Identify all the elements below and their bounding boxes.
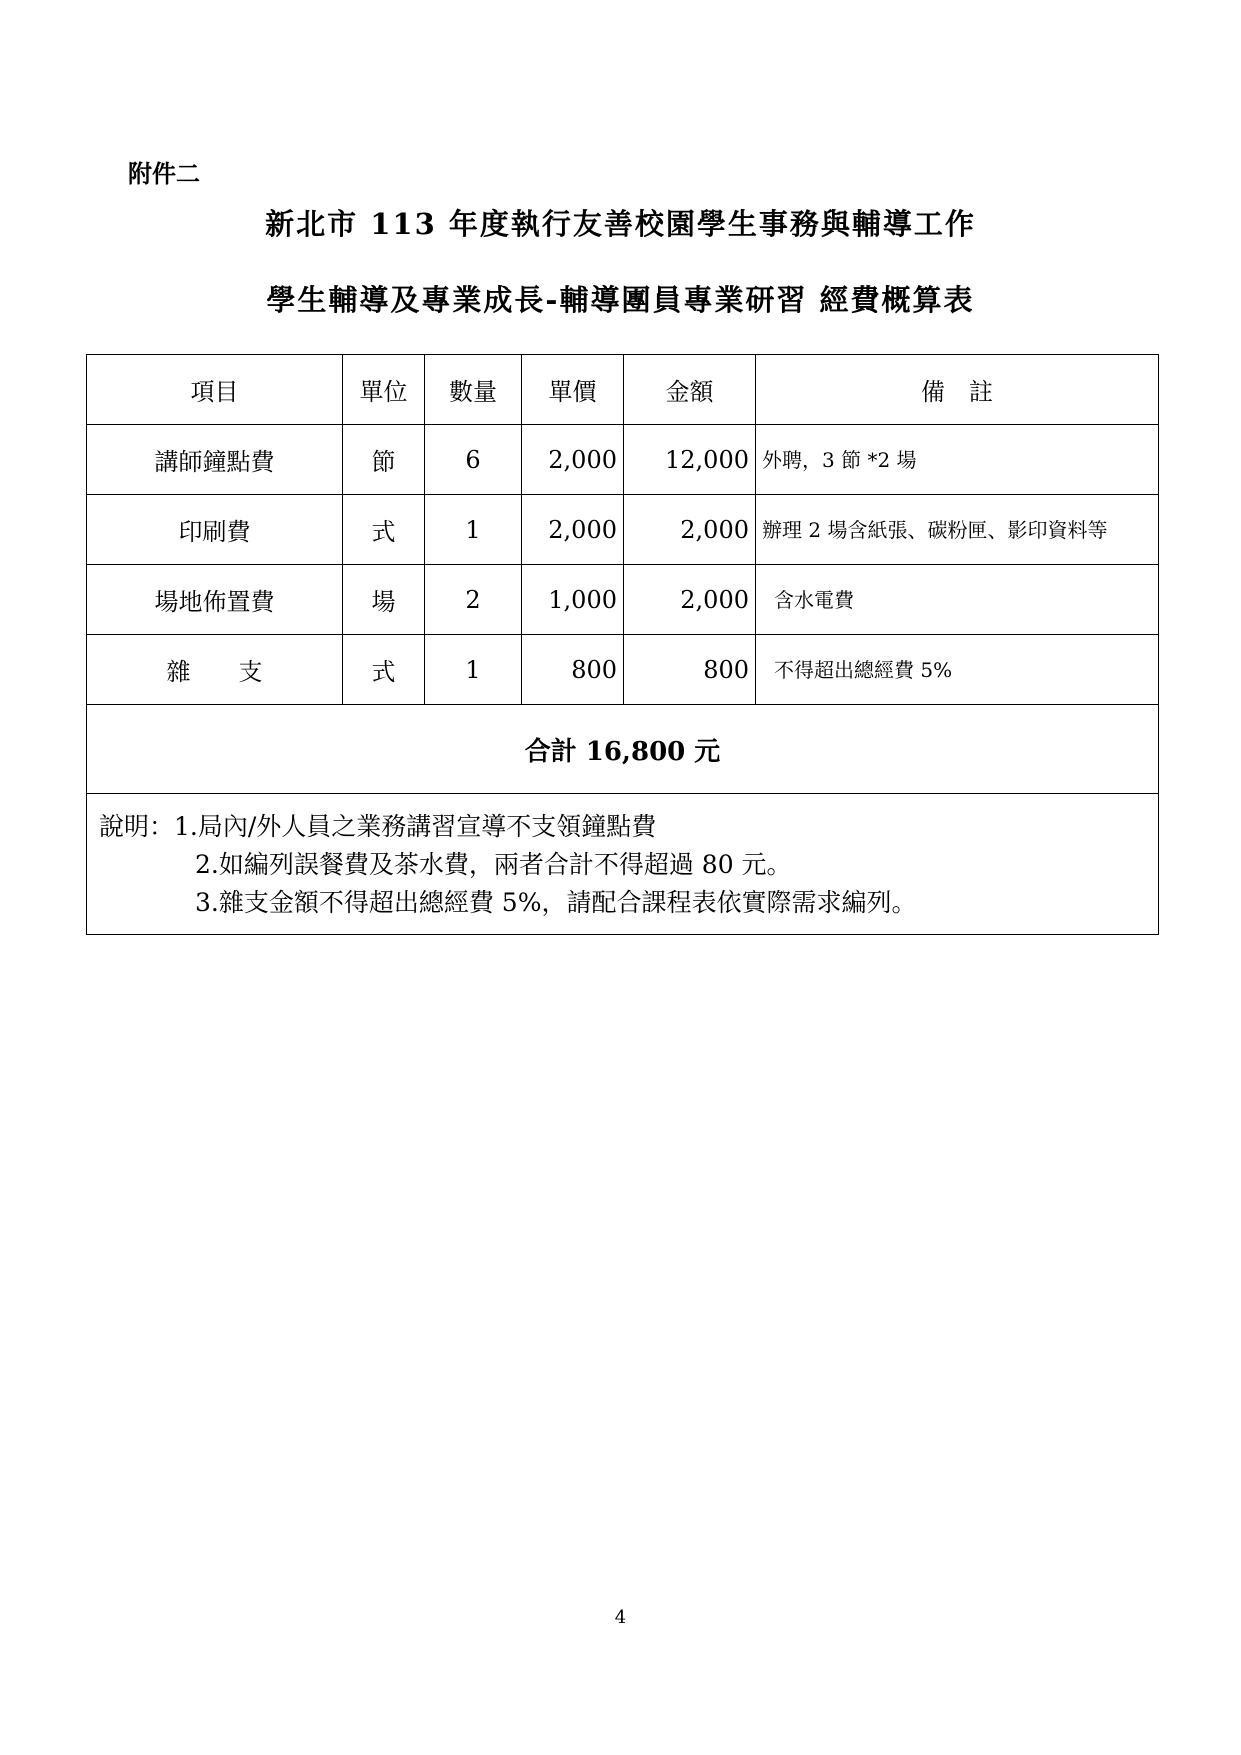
cell-note: 含水電費 [756,565,1159,635]
cell-note: 外聘，3 節 *2 場 [756,425,1159,495]
explanation-line-2 [99,846,1146,884]
cell-qty: 1 [425,635,522,705]
cell-unit: 場 [343,565,425,635]
cell-item: 雜 支 [87,635,343,705]
cell-qty: 2 [425,565,522,635]
document-subtitle: 學生輔導及專業成長-輔導團員專業研習 經費概算表 [266,283,975,317]
total-cell: 合計 16,800 元 [87,705,1159,794]
explanation-cell [87,794,1159,935]
cell-unit: 式 [343,635,425,705]
explanation-item: 3.雜支金額不得超出總經費 5%，請配合課程表依實際需求編列。 [195,888,917,917]
cell-price: 2,000 [522,495,624,565]
table-row [87,425,1159,495]
explanation-item: 1.局內/外人員之業務講習宣導不支領鐘點費 [174,812,657,841]
cell-amount: 800 [624,635,756,705]
table-row [87,565,1159,635]
cell-note: 不得超出總經費 5% [756,635,1159,705]
cell-amount: 2,000 [624,565,756,635]
explanation-prefix: 說明： [99,812,175,841]
explanation-row [87,794,1159,935]
cell-amount: 12,000 [624,425,756,495]
cell-item: 印刷費 [87,495,343,565]
explanation-line-3 [99,884,1146,922]
cell-qty: 6 [425,425,522,495]
cell-price: 1,000 [522,565,624,635]
header-amount: 金額 [624,355,756,425]
cell-note: 辦理 2 場含紙張、碳粉匣、影印資料等 [756,495,1159,565]
cell-unit: 節 [343,425,425,495]
page-number: 4 [614,1607,627,1628]
table-header-row [87,355,1159,425]
cell-amount: 2,000 [624,495,756,565]
attachment-label: 附件二 [128,159,200,188]
explanation-item: 2.如編列誤餐費及茶水費，兩者合計不得超過 80 元。 [195,850,792,879]
table-row [87,635,1159,705]
explanation-line-1 [99,808,1146,846]
header-note: 備 註 [756,355,1159,425]
header-item: 項目 [87,355,343,425]
cell-price: 800 [522,635,624,705]
cell-qty: 1 [425,495,522,565]
cell-price: 2,000 [522,425,624,495]
cell-unit: 式 [343,495,425,565]
document-title: 新北市 113 年度執行友善校園學生事務與輔導工作 [265,207,976,241]
cell-item: 場地佈置費 [87,565,343,635]
total-row [87,705,1159,794]
budget-table [86,354,1159,935]
header-qty: 數量 [425,355,522,425]
table-row [87,495,1159,565]
header-unit: 單位 [343,355,425,425]
cell-item: 講師鐘點費 [87,425,343,495]
header-price: 單價 [522,355,624,425]
